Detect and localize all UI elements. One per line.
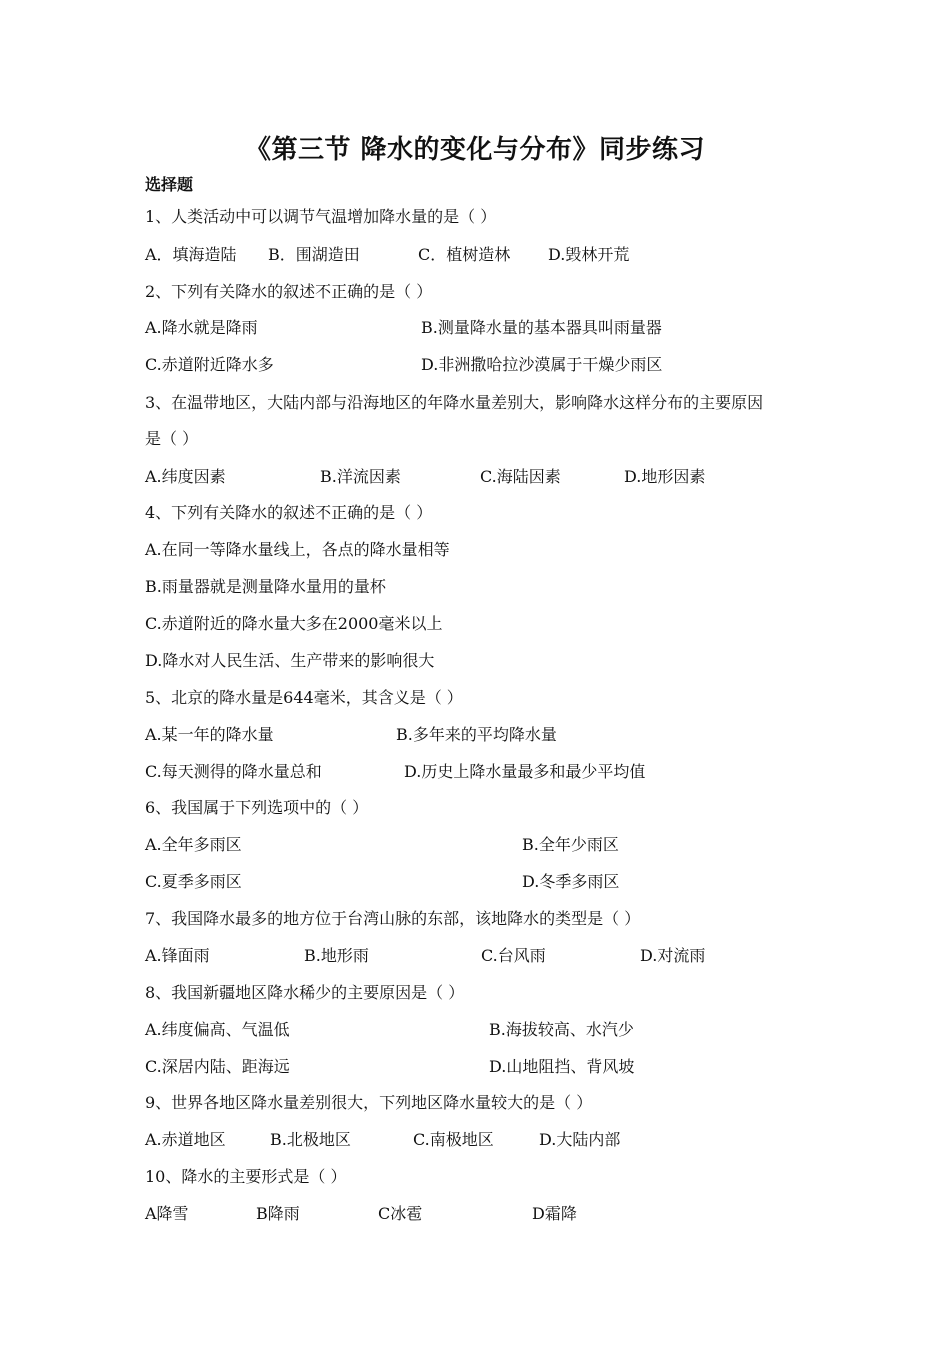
section-heading: 选择题 [145, 175, 194, 194]
question-2-stem: 2、下列有关降水的叙述不正确的是（ ） [145, 282, 433, 301]
question-3-stem: 3、在温带地区，大陆内部与沿海地区的年降水量差别大，影响降水这样分布的主要原因 [145, 393, 764, 412]
question-9-stem: 9、世界各地区降水量差别很大，下列地区降水量较大的是（ ） [145, 1093, 593, 1112]
question-5-option-c: C.每天测得的降水量总和 [145, 762, 322, 781]
question-8-stem: 8、我国新疆地区降水稀少的主要原因是（ ） [145, 983, 465, 1002]
question-9-option-b: B.北极地区 [270, 1130, 351, 1149]
question-2-option-d: D.非洲撒哈拉沙漠属于干燥少雨区 [421, 355, 663, 374]
question-1-option-d: D.毁林开荒 [548, 245, 630, 264]
question-3-option-a: A.纬度因素 [145, 467, 226, 486]
question-2-option-a: A.降水就是降雨 [145, 318, 258, 337]
question-5-option-a: A.某一年的降水量 [145, 725, 274, 744]
question-10-option-d: D霜降 [532, 1204, 577, 1223]
question-1-stem: 1、人类活动中可以调节气温增加降水量的是（ ） [145, 207, 497, 226]
question-7-option-d: D.对流雨 [640, 946, 706, 965]
question-1-option-a: A．填海造陆 [145, 245, 237, 264]
question-1-option-c: C．植树造林 [418, 245, 511, 264]
question-9-option-a: A.赤道地区 [145, 1130, 226, 1149]
question-3-stem-continued: 是（ ） [145, 429, 199, 448]
question-9-option-c: C.南极地区 [413, 1130, 494, 1149]
question-10-stem: 10、降水的主要形式是（ ） [145, 1167, 347, 1186]
question-7-option-c: C.台风雨 [481, 946, 546, 965]
question-6-option-d: D.冬季多雨区 [522, 872, 620, 891]
question-8-option-b: B.海拔较高、水汽少 [489, 1020, 634, 1039]
question-5-option-b: B.多年来的平均降水量 [396, 725, 557, 744]
question-3-option-c: C.海陆因素 [480, 467, 561, 486]
question-7-option-b: B.地形雨 [304, 946, 369, 965]
question-8-option-a: A.纬度偏高、气温低 [145, 1020, 290, 1039]
question-6-option-a: A.全年多雨区 [145, 835, 242, 854]
question-6-option-c: C.夏季多雨区 [145, 872, 242, 891]
question-4-option-b: B.雨量器就是测量降水量用的量杯 [145, 577, 386, 596]
question-1-option-b: B．围湖造田 [268, 245, 360, 264]
question-8-option-d: D.山地阻挡、背风坡 [489, 1057, 635, 1076]
question-3-option-b: B.洋流因素 [320, 467, 401, 486]
question-10-option-b: B降雨 [256, 1204, 300, 1223]
question-4-option-c: C.赤道附近的降水量大多在2000毫米以上 [145, 614, 443, 633]
question-7-stem: 7、我国降水最多的地方位于台湾山脉的东部，该地降水的类型是（ ） [145, 909, 641, 928]
question-10-option-c: C冰雹 [378, 1204, 423, 1223]
question-6-stem: 6、我国属于下列选项中的（ ） [145, 798, 369, 817]
question-8-option-c: C.深居内陆、距海远 [145, 1057, 290, 1076]
page-title: 《第三节 降水的变化与分布》同步练习 [244, 135, 706, 165]
question-6-option-b: B.全年少雨区 [522, 835, 619, 854]
question-7-option-a: A.锋面雨 [145, 946, 210, 965]
question-5-stem: 5、北京的降水量是644毫米，其含义是（ ） [145, 688, 463, 707]
question-3-option-d: D.地形因素 [624, 467, 706, 486]
question-5-option-d: D.历史上降水量最多和最少平均值 [404, 762, 646, 781]
question-4-option-a: A.在同一等降水量线上，各点的降水量相等 [145, 540, 450, 559]
question-10-option-a: A降雪 [145, 1204, 189, 1223]
question-2-option-c: C.赤道附近降水多 [145, 355, 274, 374]
question-4-stem: 4、下列有关降水的叙述不正确的是（ ） [145, 503, 433, 522]
question-2-option-b: B.测量降水量的基本器具叫雨量器 [421, 318, 662, 337]
question-4-option-d: D.降水对人民生活、生产带来的影响很大 [145, 651, 435, 670]
question-9-option-d: D.大陆内部 [539, 1130, 621, 1149]
